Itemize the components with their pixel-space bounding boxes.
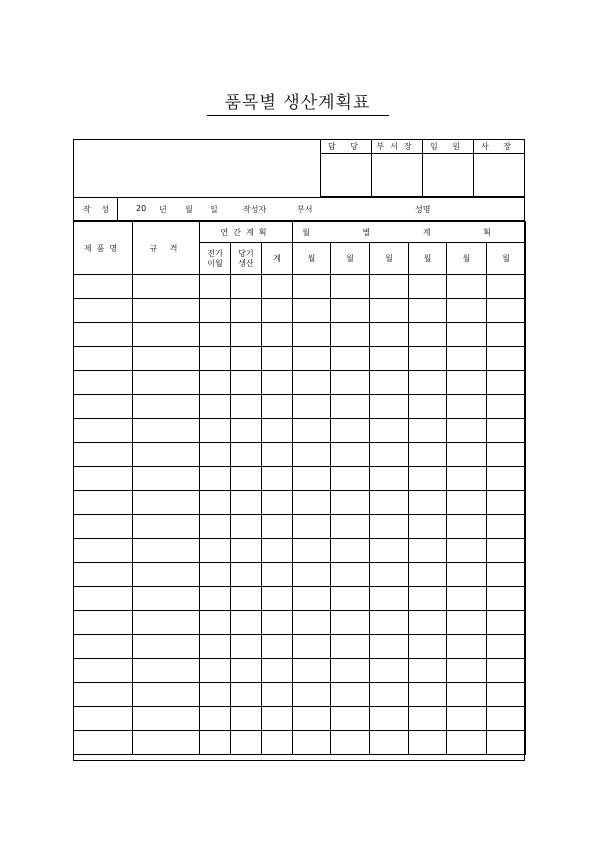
table-row [74,635,526,659]
table-row [74,395,526,419]
table-cell[interactable] [262,635,293,659]
table-body [74,275,526,755]
table-cell[interactable] [74,683,133,707]
table-cell[interactable] [231,395,262,419]
table-row [74,707,526,731]
table-cell[interactable] [331,563,370,587]
table-cell[interactable] [200,731,231,755]
table-cell[interactable] [262,659,293,683]
table-cell[interactable] [74,611,133,635]
table-cell[interactable] [370,467,409,491]
table-cell[interactable] [487,323,526,347]
table-cell[interactable] [133,419,200,443]
table-cell[interactable] [200,275,231,299]
table-cell[interactable] [293,419,331,443]
table-cell[interactable] [447,491,487,515]
table-cell[interactable] [133,323,200,347]
table-cell[interactable] [487,731,526,755]
table-cell[interactable] [370,491,409,515]
table-cell[interactable] [293,611,331,635]
table-cell[interactable] [231,323,262,347]
table-cell[interactable] [262,419,293,443]
table-cell[interactable] [293,275,331,299]
table-cell[interactable] [74,443,133,467]
table-cell[interactable] [262,395,293,419]
table-cell[interactable] [200,347,231,371]
table-row [74,611,526,635]
table-cell[interactable] [74,515,133,539]
table-row [74,419,526,443]
table-cell[interactable] [447,419,487,443]
table-cell[interactable] [133,707,200,731]
table-cell[interactable] [74,539,133,563]
table-cell[interactable] [133,515,200,539]
approval-manager-sign[interactable] [372,154,423,197]
table-cell[interactable] [231,611,262,635]
table-row [74,347,526,371]
table-cell[interactable] [293,299,331,323]
table-row [74,731,526,755]
table-cell[interactable] [293,635,331,659]
table-cell[interactable] [293,443,331,467]
table-cell[interactable] [409,275,447,299]
table-cell[interactable] [133,587,200,611]
info-divider [117,198,118,221]
approval-box [320,139,525,197]
header-current: 당기 생산 [231,243,262,275]
table-cell[interactable] [74,299,133,323]
title-underline [207,115,389,116]
table-cell[interactable] [331,539,370,563]
table-cell[interactable] [331,467,370,491]
table-cell[interactable] [447,299,487,323]
approval-executive-label: 임 원 [423,140,474,154]
table-cell[interactable] [331,491,370,515]
table-cell[interactable] [262,611,293,635]
table-cell[interactable] [262,587,293,611]
table-cell[interactable] [133,491,200,515]
table-cell[interactable] [331,371,370,395]
table-cell[interactable] [487,635,526,659]
table-cell[interactable] [447,635,487,659]
table-row [74,563,526,587]
table-cell[interactable] [447,467,487,491]
approval-executive-sign[interactable] [423,154,474,197]
table-cell[interactable] [74,419,133,443]
table-cell[interactable] [331,731,370,755]
table-row [74,659,526,683]
table-cell[interactable] [409,491,447,515]
table-cell[interactable] [487,419,526,443]
table-cell[interactable] [231,467,262,491]
table-cell[interactable] [262,275,293,299]
table-cell[interactable] [447,563,487,587]
table-row [74,539,526,563]
table-cell[interactable] [409,683,447,707]
table-row [74,491,526,515]
table-cell[interactable] [409,515,447,539]
table-row [74,275,526,299]
table-cell[interactable] [370,299,409,323]
table-cell[interactable] [409,539,447,563]
table-cell[interactable] [231,587,262,611]
table-cell[interactable] [74,371,133,395]
table-cell[interactable] [370,539,409,563]
table-cell[interactable] [331,395,370,419]
table-cell[interactable] [409,467,447,491]
table-cell[interactable] [262,491,293,515]
form-title: 품목별 생산계획표 [224,93,371,113]
table-cell[interactable] [370,443,409,467]
table-row [74,299,526,323]
approval-staff-sign[interactable] [321,154,372,197]
table-cell[interactable] [370,371,409,395]
table-cell[interactable] [409,611,447,635]
table-cell[interactable] [231,635,262,659]
table-cell[interactable] [487,443,526,467]
table-cell[interactable] [487,539,526,563]
table-cell[interactable] [447,707,487,731]
table-cell[interactable] [370,611,409,635]
table-cell[interactable] [487,347,526,371]
table-cell[interactable] [331,515,370,539]
table-cell[interactable] [200,419,231,443]
table-cell[interactable] [370,731,409,755]
table-cell[interactable] [447,611,487,635]
header-month-4: 월 [409,243,447,275]
table-cell[interactable] [74,587,133,611]
table-cell[interactable] [231,515,262,539]
table-cell[interactable] [231,419,262,443]
table-cell[interactable] [74,659,133,683]
table-cell[interactable] [487,707,526,731]
table-cell[interactable] [409,731,447,755]
table-cell[interactable] [74,491,133,515]
prepared-label: 작 성 [83,205,113,214]
table-cell[interactable] [487,683,526,707]
table-cell[interactable] [200,323,231,347]
table-cell[interactable] [262,347,293,371]
table-cell[interactable] [293,731,331,755]
table-cell[interactable] [262,683,293,707]
table-cell[interactable] [293,683,331,707]
table-cell[interactable] [293,587,331,611]
header-month-1: 월 [293,243,331,275]
header-total: 계 [262,243,293,275]
table-cell[interactable] [231,275,262,299]
table-cell[interactable] [262,299,293,323]
table-cell[interactable] [487,515,526,539]
approval-president-sign[interactable] [474,154,525,197]
header-month-2: 월 [331,243,370,275]
table-cell[interactable] [447,587,487,611]
table-cell[interactable] [487,611,526,635]
table-cell[interactable] [74,467,133,491]
table-cell[interactable] [487,371,526,395]
table-row [74,371,526,395]
table-cell[interactable] [370,323,409,347]
table-cell[interactable] [409,299,447,323]
header-carryover: 전기 이월 [200,243,231,275]
table-cell[interactable] [293,659,331,683]
table-row [74,515,526,539]
table-cell[interactable] [231,539,262,563]
table-cell[interactable] [200,299,231,323]
table-cell[interactable] [487,587,526,611]
table-cell[interactable] [74,731,133,755]
name-label: 성명 [415,205,431,214]
table-cell[interactable] [231,299,262,323]
table-cell[interactable] [262,563,293,587]
table-cell[interactable] [487,299,526,323]
table-cell[interactable] [447,731,487,755]
table-cell[interactable] [262,707,293,731]
table-cell[interactable] [293,491,331,515]
table-cell[interactable] [293,323,331,347]
table-cell[interactable] [447,275,487,299]
table-cell[interactable] [74,563,133,587]
table-cell[interactable] [293,347,331,371]
table-cell[interactable] [447,683,487,707]
table-cell[interactable] [133,563,200,587]
table-cell[interactable] [74,395,133,419]
table-cell[interactable] [447,323,487,347]
table-cell[interactable] [293,539,331,563]
table-cell[interactable] [487,275,526,299]
table-cell[interactable] [231,659,262,683]
table-cell[interactable] [370,275,409,299]
table-cell[interactable] [331,635,370,659]
table-cell[interactable] [487,563,526,587]
table-cell[interactable] [133,347,200,371]
table-row [74,443,526,467]
table-cell[interactable] [293,371,331,395]
table-cell[interactable] [200,395,231,419]
table-cell[interactable] [293,707,331,731]
table-cell[interactable] [293,563,331,587]
dept-label: 부서 [297,205,313,214]
table-cell[interactable] [74,635,133,659]
table-cell[interactable] [133,635,200,659]
header-annual: 연간계획 [200,222,293,243]
table-cell[interactable] [331,419,370,443]
table-cell[interactable] [262,371,293,395]
table-cell[interactable] [231,683,262,707]
table-cell[interactable] [370,395,409,419]
table-cell[interactable] [447,443,487,467]
table-cell[interactable] [200,683,231,707]
table-cell[interactable] [200,707,231,731]
header-spec: 규 격 [133,222,200,275]
table-cell[interactable] [231,347,262,371]
approval-staff-label: 담 당 [321,140,372,154]
table-cell[interactable] [487,467,526,491]
table-cell[interactable] [200,563,231,587]
header-month-6: 월 [487,243,526,275]
table-cell[interactable] [231,491,262,515]
info-row [73,197,525,221]
table-cell[interactable] [293,515,331,539]
table-cell[interactable] [262,731,293,755]
table-cell[interactable] [370,587,409,611]
table-cell[interactable] [200,635,231,659]
table-row [74,323,526,347]
table-cell[interactable] [409,347,447,371]
table-cell[interactable] [293,395,331,419]
table-cell[interactable] [200,539,231,563]
table-cell[interactable] [200,371,231,395]
table-cell[interactable] [133,443,200,467]
table-cell[interactable] [262,467,293,491]
table-cell[interactable] [262,515,293,539]
table-cell[interactable] [231,731,262,755]
table-cell[interactable] [200,467,231,491]
header-monthly: 월 별 계 획 [293,222,526,243]
table-cell[interactable] [200,515,231,539]
table-cell[interactable] [409,323,447,347]
table-cell[interactable] [447,539,487,563]
table-cell[interactable] [133,683,200,707]
table-cell[interactable] [331,443,370,467]
table-cell[interactable] [200,443,231,467]
table-cell[interactable] [74,275,133,299]
table-cell[interactable] [133,539,200,563]
table-cell[interactable] [370,515,409,539]
table-cell[interactable] [133,659,200,683]
table-cell[interactable] [447,515,487,539]
table-cell[interactable] [409,371,447,395]
table-cell[interactable] [487,491,526,515]
table-cell[interactable] [200,659,231,683]
table-cell[interactable] [200,611,231,635]
table-row [74,467,526,491]
table-cell[interactable] [447,347,487,371]
table-cell[interactable] [447,395,487,419]
table-cell[interactable] [370,419,409,443]
table-cell[interactable] [370,635,409,659]
header-product: 제품명 [74,222,133,275]
plan-table [73,221,526,755]
table-cell[interactable] [370,347,409,371]
table-cell[interactable] [370,683,409,707]
table-cell[interactable] [133,395,200,419]
table-cell[interactable] [200,491,231,515]
table-cell[interactable] [370,707,409,731]
table-cell[interactable] [331,347,370,371]
table-cell[interactable] [331,683,370,707]
table-cell[interactable] [293,467,331,491]
approval-president-label: 사 장 [474,140,525,154]
date-month-unit: 월 [185,205,193,214]
table-cell[interactable] [262,323,293,347]
table-cell[interactable] [74,347,133,371]
table-cell[interactable] [200,587,231,611]
table-cell[interactable] [231,443,262,467]
table-cell[interactable] [331,275,370,299]
table-cell[interactable] [133,467,200,491]
table-cell[interactable] [74,707,133,731]
table-cell[interactable] [370,563,409,587]
table-cell[interactable] [231,371,262,395]
table-cell[interactable] [133,611,200,635]
table-cell[interactable] [133,275,200,299]
table-cell[interactable] [331,659,370,683]
table-cell[interactable] [409,635,447,659]
table-cell[interactable] [409,563,447,587]
table-cell[interactable] [331,611,370,635]
table-cell[interactable] [331,707,370,731]
table-cell[interactable] [231,563,262,587]
table-cell[interactable] [447,371,487,395]
table-cell[interactable] [409,587,447,611]
table-cell[interactable] [231,707,262,731]
preparer-label: 작성자 [243,205,267,214]
header-month-5: 월 [447,243,487,275]
table-cell[interactable] [133,299,200,323]
table-cell[interactable] [409,419,447,443]
table-cell[interactable] [74,323,133,347]
table-cell[interactable] [409,707,447,731]
table-cell[interactable] [331,299,370,323]
date-year: 20 [136,204,147,213]
table-cell[interactable] [447,659,487,683]
table-cell[interactable] [409,659,447,683]
table-row [74,683,526,707]
table-cell[interactable] [487,395,526,419]
table-cell[interactable] [262,443,293,467]
table-cell[interactable] [409,395,447,419]
table-cell[interactable] [262,539,293,563]
approval-manager-label: 부서장 [372,140,423,154]
table-row [74,587,526,611]
date-day-unit: 일 [210,205,218,214]
table-cell[interactable] [331,323,370,347]
header-month-3: 월 [370,243,409,275]
table-cell[interactable] [487,659,526,683]
table-cell[interactable] [370,659,409,683]
table-cell[interactable] [133,371,200,395]
table-cell[interactable] [331,587,370,611]
table-cell[interactable] [409,443,447,467]
table-cell[interactable] [133,731,200,755]
date-year-unit: 년 [159,205,167,214]
